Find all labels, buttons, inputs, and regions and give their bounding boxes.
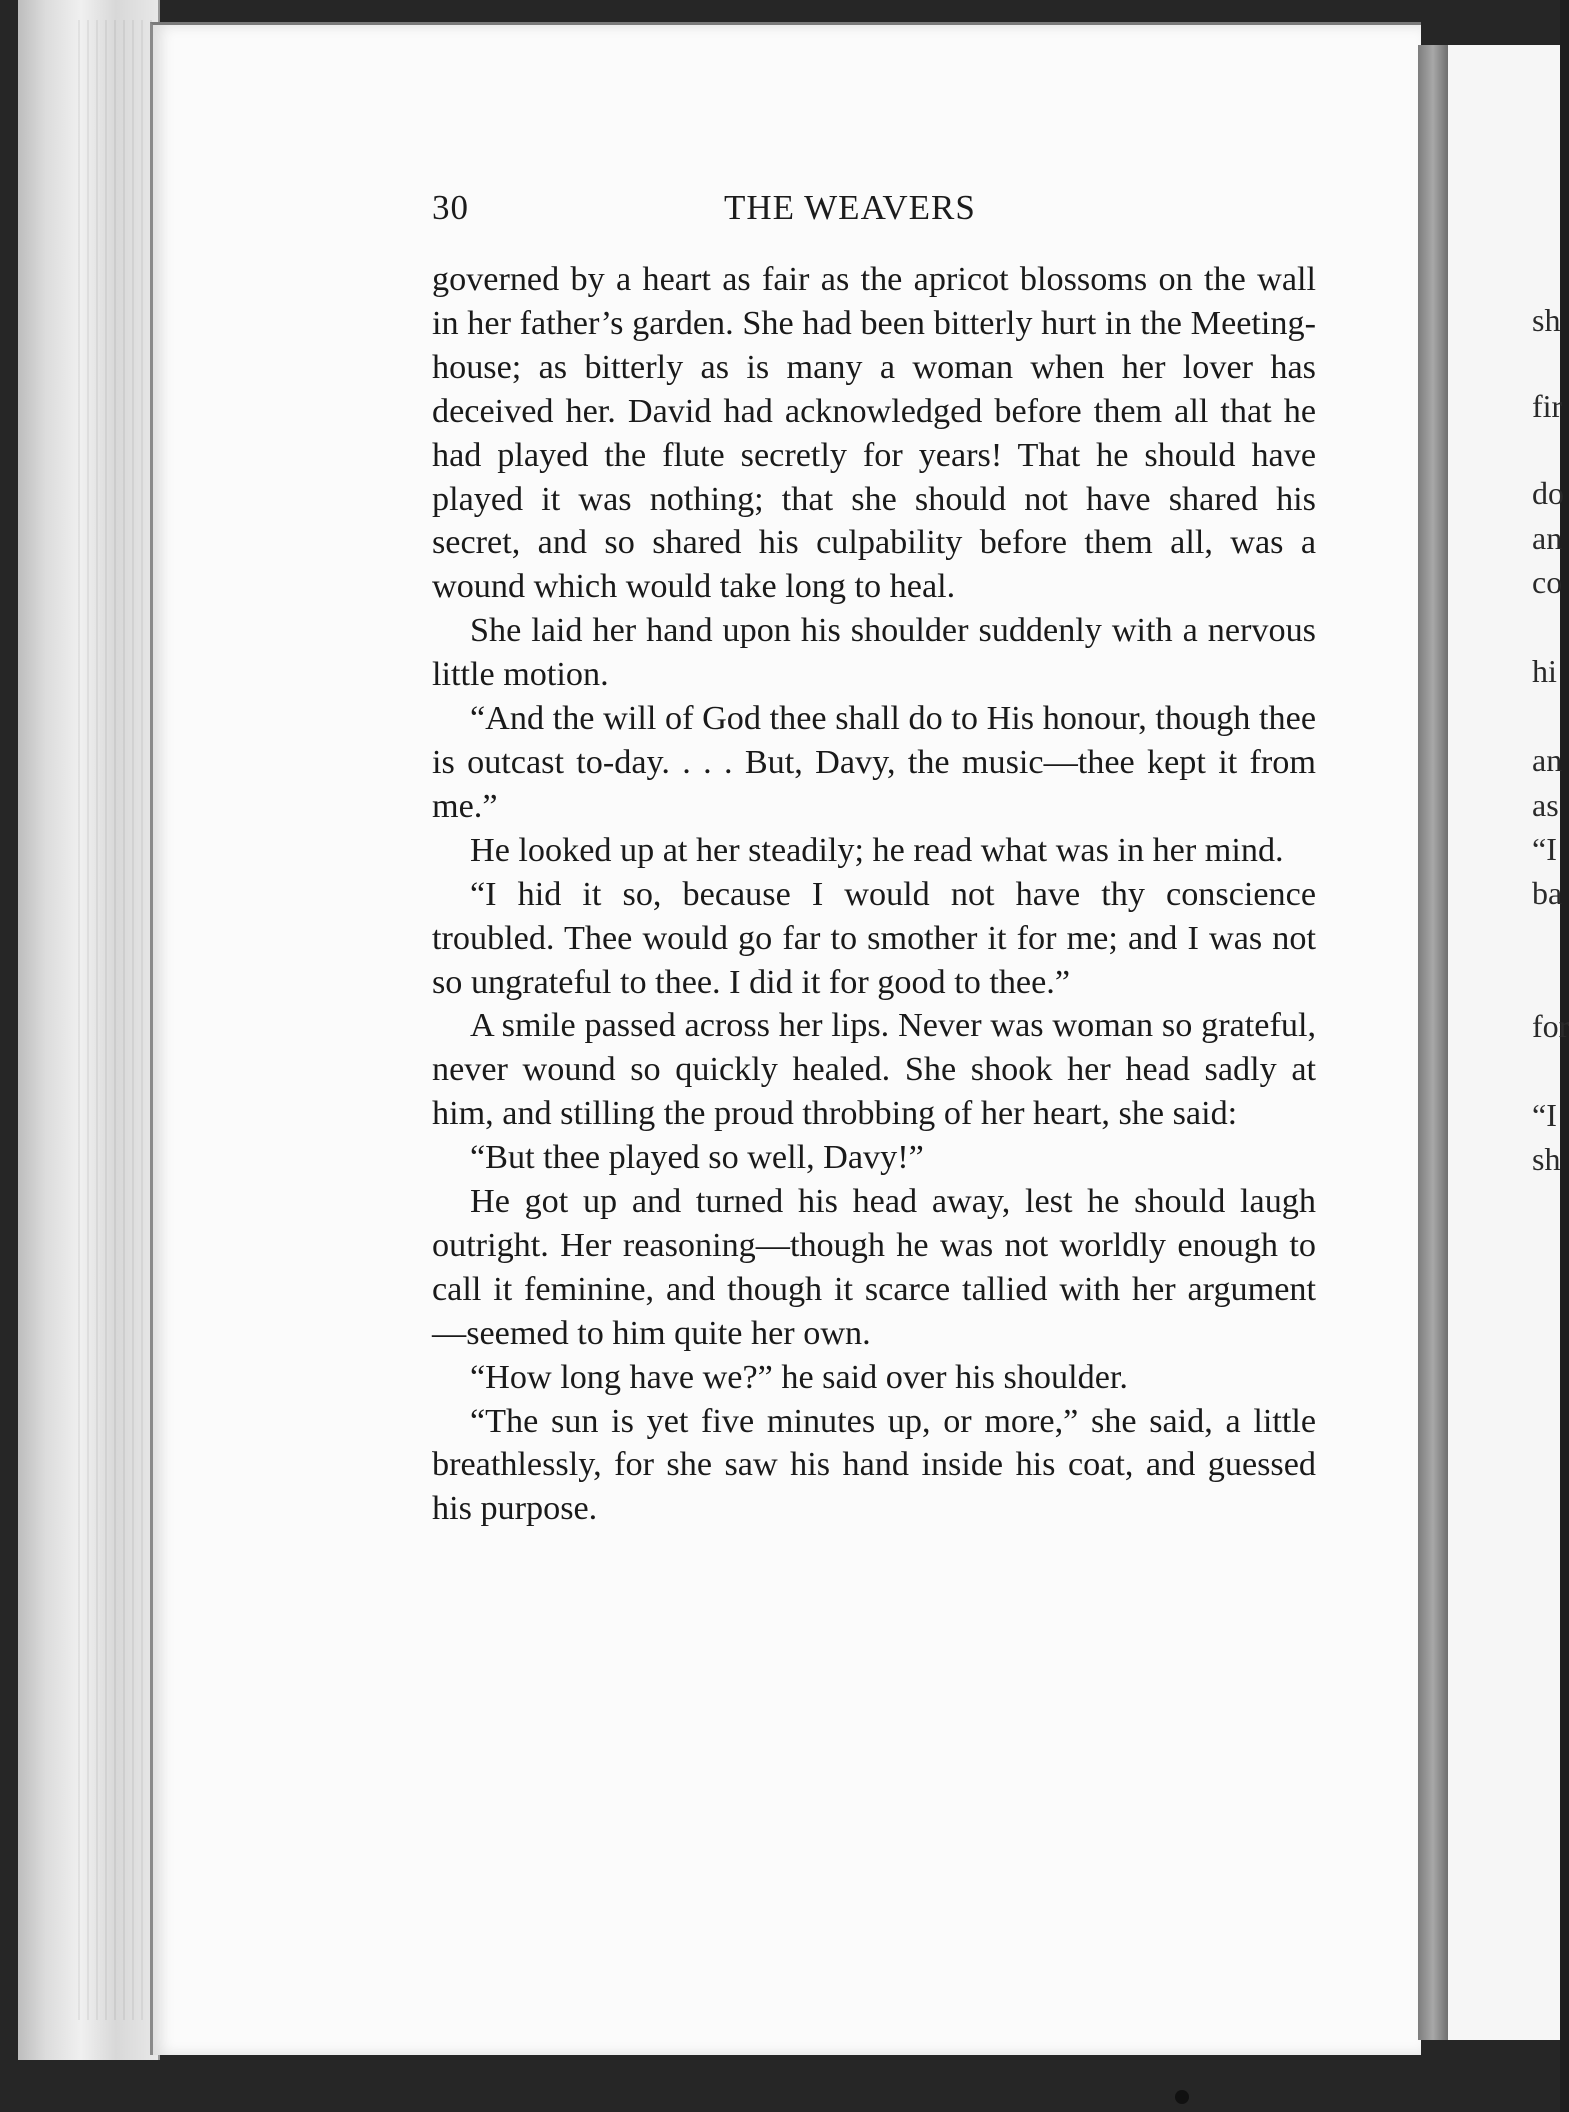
page-body [432, 258, 1316, 1531]
running-head: THE WEAVERS [724, 188, 976, 227]
paragraph: He looked up at her steadily; he read what was in her mind. [470, 831, 1284, 869]
paragraph: He got up and turned his head away, lest he should laugh outright. Her reasoning—though he was not worldly enough to call it feminine, and though it scarce tallied with her argument—seemed to him quite her own. [432, 1183, 1316, 1352]
facing-page-fragment: “I [1532, 831, 1557, 867]
facing-page [1448, 45, 1569, 2040]
facing-page-fragment: co [1532, 564, 1563, 600]
facing-page-fragment: as [1532, 787, 1559, 823]
facing-page-fragment: “I [1532, 1097, 1557, 1133]
paragraph: “I hid it so, because I would not have thy conscience troubled. Thee would go far to smother it for me; and I was not so ungrateful to thee. I did it for good to thee.” [432, 875, 1316, 1001]
facing-page-fragment: do [1532, 475, 1564, 511]
paragraph: “How long have we?” he said over his shoulder. [470, 1358, 1128, 1396]
paragraph: “And the will of God thee shall do to His honour, though thee is outcast to-day. . . . But, Davy, the music—thee kept it from me.” [432, 700, 1316, 825]
page-header [432, 188, 1314, 236]
paragraph: “But thee played so well, Davy!” [470, 1139, 924, 1177]
facing-page-fragment: sh [1532, 302, 1561, 338]
page-stack-edge [18, 0, 160, 2060]
paragraph: governed by a heart as fair as the apricot blossoms on the wall in her father’s garden. She had been bitterly hurt in the Meeting-house; as bitterly as is many a woman when her lover has deceived her. David had acknowledged before them all that he had played the flute secretly for years! That he should have played it was nothing; that she should not have shared his secret, and so shared his culpability before them all, was a wound which would take long to heal. [432, 261, 1316, 606]
facing-page-fragment: for [1532, 1008, 1569, 1044]
facing-page-fragment: hi [1532, 653, 1557, 689]
book-gutter [1418, 45, 1448, 2040]
paragraph: “The sun is yet five minutes up, or more,” she said, a little breathlessly, for she saw his hand inside his coat, and guessed his purpose. [432, 1402, 1316, 1528]
facing-page-fragment: an [1532, 520, 1563, 556]
facing-page-fragment: an [1532, 742, 1563, 778]
facing-page-fragment: ba [1532, 875, 1563, 911]
page-number: 30 [432, 188, 469, 227]
paragraph: She laid her hand upon his shoulder suddenly with a nervous little motion. [432, 612, 1316, 694]
scan-speck [1175, 2090, 1189, 2104]
facing-page-fragment: sh [1532, 1141, 1561, 1177]
paragraph: A smile passed across her lips. Never was woman so grateful, never wound so quickly healed. She shook her head sadly at him, and stilling the proud throbbing of her heart, she said: [432, 1007, 1316, 1133]
facing-page-fragment: fir [1532, 388, 1563, 424]
